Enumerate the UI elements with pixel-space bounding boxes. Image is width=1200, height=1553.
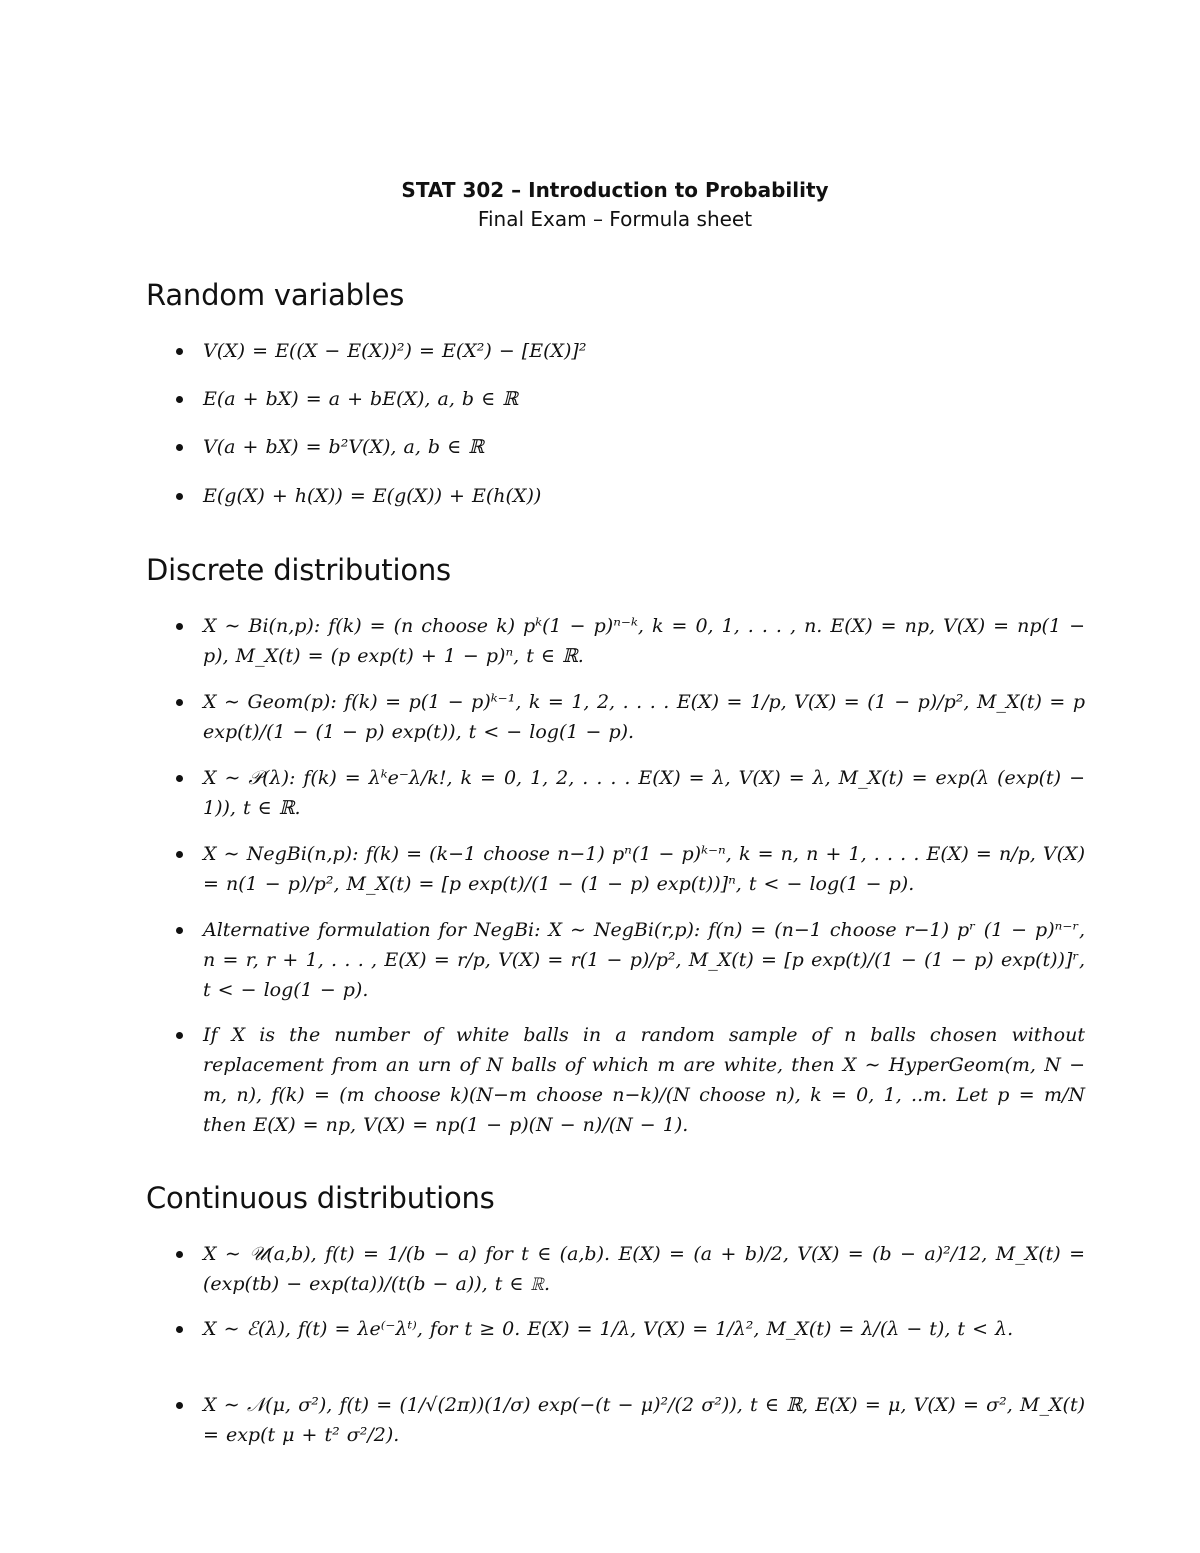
bullet-icon (176, 493, 183, 500)
formula-text: X ∼ 𝒩(μ, σ²), f(t) = (1/√(2π))(1/σ) exp(−(t − μ)²/(2 σ²)), t ∈ ℝ, E(X) = μ, V(X) = σ², M_X(t) = exp(t μ + t² σ²/2). (203, 1394, 1085, 1446)
formula-text: X ∼ Geom(p): f(k) = p(1 − p)ᵏ⁻¹, k = 1, 2, . . . . E(X) = 1/p, V(X) = (1 − p)/p², M_X(t) = p exp(t)/(1 − (1 − p) exp(t)), t < − log(1 − p). (203, 691, 1085, 743)
bullet-icon (176, 444, 183, 451)
bullet-icon (176, 1326, 183, 1333)
formula-text: V(a + bX) = b²V(X), a, b ∈ ℝ (203, 436, 484, 458)
bullet-icon (176, 1251, 183, 1258)
formula-text: X ∼ Bi(n,p): f(k) = (n choose k) pᵏ(1 − p)ⁿ⁻ᵏ, k = 0, 1, . . . , n. E(X) = np, V(X) = np(1 − p), M_X(t) = (p exp(t) + 1 − p)ⁿ, t ∈ ℝ. (203, 615, 1085, 667)
formula-text: V(X) = E((X − E(X))²) = E(X²) − [E(X)]² (203, 340, 587, 362)
section-heading-discrete-distributions: Discrete distributions (146, 553, 451, 587)
bullet-icon (176, 396, 183, 403)
bullet-icon (176, 927, 183, 934)
bullet-icon (176, 348, 183, 355)
formula-text: X ∼ NegBi(n,p): f(k) = (k−1 choose n−1) pⁿ(1 − p)ᵏ⁻ⁿ, k = n, n + 1, . . . . E(X) = n/p, V(X) = n(1 − p)/p², M_X(t) = [p exp(t)/(1 − (1 − p) exp(t))]ⁿ, t < − log(1 − p). (203, 843, 1085, 895)
section-heading-random-variables: Random variables (146, 278, 405, 312)
bullet-icon (176, 699, 183, 706)
course-title: STAT 302 – Introduction to Probability (401, 178, 829, 202)
bullet-icon (176, 775, 183, 782)
bullet-icon (176, 1402, 183, 1409)
formula-text: X ∼ 𝒰(a,b), f(t) = 1/(b − a) for t ∈ (a,b). E(X) = (a + b)/2, V(X) = (b − a)²/12, M_X(t) = (exp(tb) − exp(ta))/(t(b − a)), t ∈ ℝ. (203, 1243, 1085, 1295)
bullet-icon (176, 623, 183, 630)
bullet-icon (176, 1032, 183, 1039)
formula-text: E(a + bX) = a + bE(X), a, b ∈ ℝ (203, 388, 519, 410)
formula-text: E(g(X) + h(X)) = E(g(X)) + E(h(X)) (203, 485, 542, 507)
section-heading-continuous-distributions: Continuous distributions (146, 1181, 495, 1215)
bullet-icon (176, 851, 183, 858)
exam-subtitle: Final Exam – Formula sheet (477, 207, 753, 231)
formula-text: Alternative formulation for NegBi: X ∼ NegBi(r,p): f(n) = (n−1 choose r−1) pʳ (1 − p)ⁿ⁻ʳ, n = r, r + 1, . . . , E(X) = r/p, V(X) = r(1 − p)/p², M_X(t) = [p exp(t)/(1 − (1 − p) exp(t))]ʳ, t < − log(1 − p). (203, 919, 1085, 1001)
formula-text: If X is the number of white balls in a random sample of n balls chosen without replacement from an urn of N balls of which m are white, then X ∼ HyperGeom(m, N − m, n), f(k) = (m choose k)(N−m choose n−k)/(N choose n), k = 0, 1, ..m. Let p = m/N then E(X) = np, V(X) = np(1 − p)(N − n)/(N − 1). (203, 1024, 1085, 1136)
formula-text: X ∼ 𝒫(λ): f(k) = λᵏe⁻λ/k!, k = 0, 1, 2, . . . . E(X) = λ, V(X) = λ, M_X(t) = exp(λ (exp(t) − 1)), t ∈ ℝ. (203, 767, 1085, 819)
title-block (0, 176, 1200, 234)
formula-text: X ∼ ℰ(λ), f(t) = λe⁽⁻λᵗ⁾, for t ≥ 0. E(X) = 1/λ, V(X) = 1/λ², M_X(t) = λ/(λ − t), t < λ. (203, 1318, 1014, 1340)
